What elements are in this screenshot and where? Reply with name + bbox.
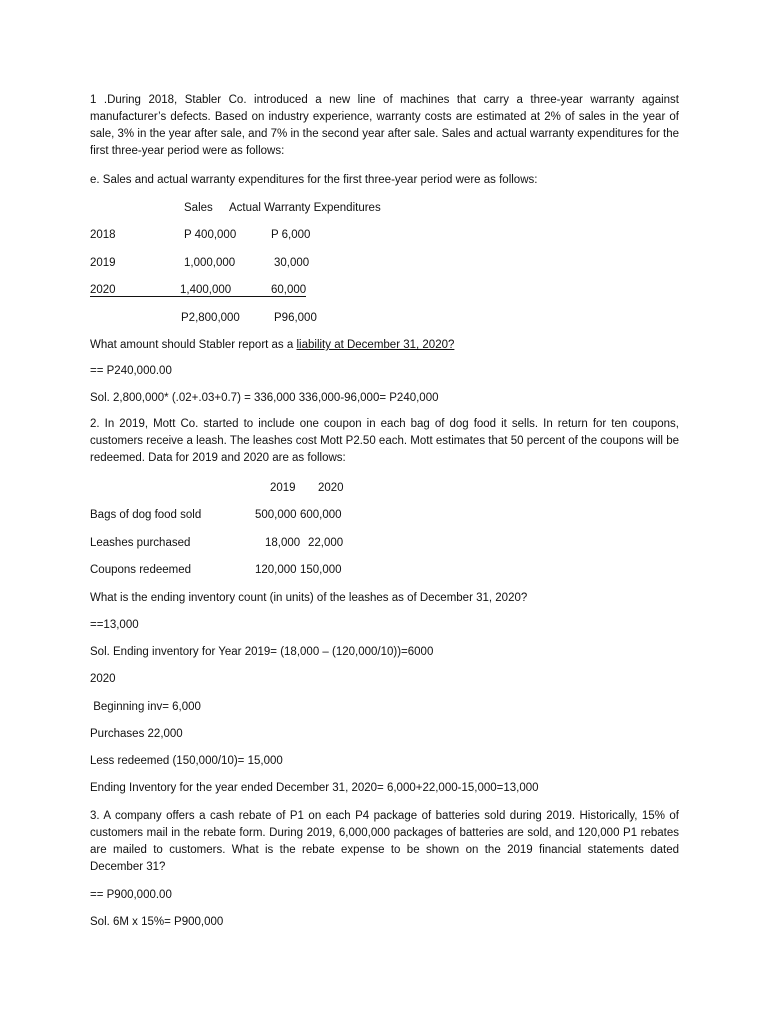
q1-row-year: 2020: [90, 284, 116, 296]
q1-header-sales: Sales: [184, 202, 213, 214]
q2-row-label: Leashes purchased: [90, 537, 191, 549]
q1-row-year: 2019: [90, 257, 116, 269]
q1-total-rule: [90, 296, 306, 297]
q2-header-2019: 2019: [270, 482, 296, 494]
q3-paragraph: 3. A company offers a cash rebate of P1 on each P4 package of batteries sold during 2019. Historically, 15% of customers mail in the rebate form. During 2019, 6,000,000 packages of batteries are sold, and 120,000 P1 rebates are mailed to customers. What is the rebate expense to be shown on the 2019 financial statements dated December 31?: [90, 810, 679, 873]
q1-solution: Sol. 2,800,000* (.02+.03+0.7) = 336,000 336,000-96,000= P240,000: [90, 392, 439, 404]
q1-row-warranty: 30,000: [274, 257, 310, 269]
q1-paragraph: 1 .During 2018, Stabler Co. introduced a new line of machines that carry a three-year warranty against manufacturer’s defects. Based on industry experience, warranty costs are estimated at 2% of sales in the year of sale, 3% in the year after sale, and 7% in the second year after sale. Sales and actual warranty expenditures for the first three-year period were as follows:: [90, 94, 679, 157]
q2-question: What is the ending inventory count (in units) of the leashes as of December 31, 2020?: [90, 592, 528, 604]
q2-answer: ==13,000: [90, 619, 139, 631]
q1-header-warranty: Actual Warranty Expenditures: [229, 202, 381, 214]
q2-row-label: Coupons redeemed: [90, 564, 192, 576]
q2-row-2019: 500,000: [255, 509, 297, 521]
q2-row-2019: 18,000: [265, 537, 301, 549]
q1-row-sales: 1,400,000: [180, 284, 232, 296]
q1-row-sales: P 400,000: [184, 229, 237, 241]
q2-beginning-inventory: Beginning inv= 6,000: [90, 701, 201, 713]
q1-row-year: 2018: [90, 229, 116, 241]
q2-row-2020: 22,000: [308, 537, 344, 549]
q2-row-2019: 120,000: [255, 564, 297, 576]
q2-purchases: Purchases 22,000: [90, 728, 183, 740]
q1-question-underlined: liability at December 31, 2020?: [296, 339, 455, 351]
q2-row-2020: 150,000: [300, 564, 342, 576]
q1-question: [90, 338, 454, 352]
q2-year-2020: 2020: [90, 673, 116, 685]
q1-answer: == P240,000.00: [90, 365, 172, 377]
q2-paragraph: 2. In 2019, Mott Co. started to include one coupon in each bag of dog food it sells. In return for ten coupons, customers receive a leash. The leashes cost Mott P2.50 each. Mott estimates that 50 percent of the coupons will be redeemed. Data for 2019 and 2020 are as follows:: [90, 418, 679, 464]
q3-solution: Sol. 6M x 15%= P900,000: [90, 916, 224, 928]
q1-question-text: What amount should Stabler report as a: [90, 339, 297, 351]
q1-restatement: e. Sales and actual warranty expenditures for the first three-year period were as follows:: [90, 174, 538, 186]
q3-answer: == P900,000.00: [90, 889, 172, 901]
q1-row-warranty: 60,000: [271, 284, 307, 296]
q1-total-sales: P2,800,000: [181, 312, 240, 324]
q2-solution-2019: Sol. Ending inventory for Year 2019= (18,000 – (120,000/10))=6000: [90, 646, 434, 658]
q2-ending-inventory: Ending Inventory for the year ended December 31, 2020= 6,000+22,000-15,000=13,000: [90, 782, 539, 794]
q1-row-warranty: P 6,000: [271, 229, 311, 241]
q1-total-warranty: P96,000: [274, 312, 317, 324]
q2-row-2020: 600,000: [300, 509, 342, 521]
q2-less-redeemed: Less redeemed (150,000/10)= 15,000: [90, 755, 283, 767]
q2-header-2020: 2020: [318, 482, 344, 494]
q1-row-sales: 1,000,000: [184, 257, 236, 269]
q2-row-label: Bags of dog food sold: [90, 509, 202, 521]
